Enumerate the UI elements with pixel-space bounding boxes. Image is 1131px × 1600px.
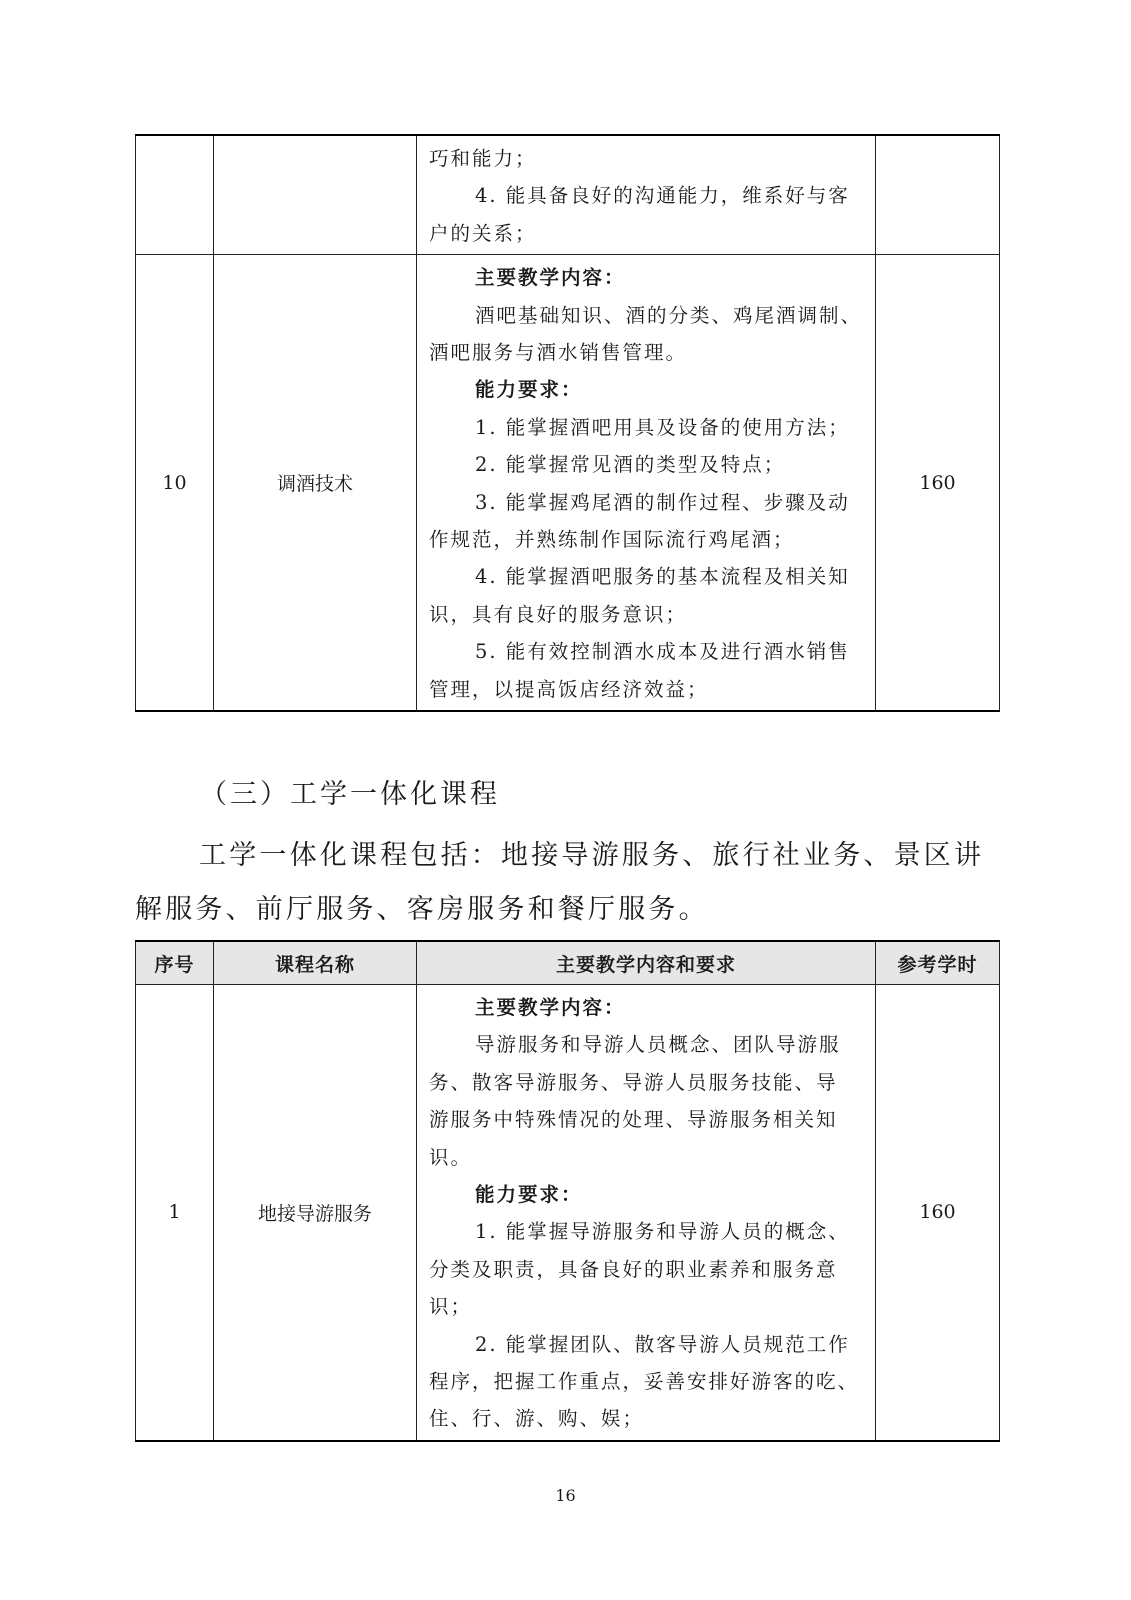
- hours-cell: 160: [876, 985, 1000, 1441]
- header-content: 主要教学内容和要求: [417, 941, 876, 985]
- course-name-cell: [214, 135, 417, 255]
- content-line: 导游服务和导游人员概念、团队导游服: [475, 1033, 841, 1057]
- ability-line: 2. 能掌握团队、散客导游人员规范工作: [475, 1332, 850, 1356]
- ability-line: 5. 能有效控制酒水成本及进行酒水销售: [475, 640, 850, 664]
- course-content-cell: [417, 255, 876, 711]
- content-heading: 主要教学内容：: [475, 996, 626, 1019]
- course-content-cell: [417, 985, 876, 1441]
- content-line: 酒吧服务与酒水销售管理。: [429, 341, 688, 365]
- header-number: 序号: [136, 941, 214, 985]
- ability-line: 住、行、游、购、娱；: [429, 1407, 645, 1431]
- content-line: 识。: [429, 1145, 473, 1169]
- ability-line: 识，具有良好的服务意识；: [429, 602, 688, 626]
- row-number-cell: 1: [136, 985, 214, 1441]
- ability-line: 4. 能掌握酒吧服务的基本流程及相关知: [475, 565, 850, 589]
- paragraph-line: 工学一体化课程包括：地接导游服务、旅行社业务、景区讲: [199, 840, 985, 871]
- hours-cell: [876, 135, 1000, 255]
- content-line: 户的关系；: [429, 221, 537, 245]
- header-hours: 参考学时: [876, 941, 1000, 985]
- course-name-cell: 地接导游服务: [214, 985, 417, 1441]
- ability-heading: 能力要求：: [475, 378, 583, 402]
- ability-line: 1. 能掌握酒吧用具及设备的使用方法；: [475, 415, 850, 439]
- content-line: 游服务中特殊情况的处理、导游服务相关知: [429, 1108, 838, 1132]
- header-course-name: 课程名称: [214, 941, 417, 985]
- content-heading: 主要教学内容：: [475, 266, 626, 290]
- table-row: [136, 135, 1000, 255]
- paragraph-line: 解服务、前厅服务、客房服务和餐厅服务。: [135, 894, 709, 925]
- course-name-cell: 调酒技术: [214, 255, 417, 711]
- row-number-cell: 10: [136, 255, 214, 711]
- ability-line: 2. 能掌握常见酒的类型及特点；: [475, 453, 786, 477]
- content-line: 务、散客导游服务、导游人员服务技能、导: [429, 1070, 838, 1094]
- ability-line: 1. 能掌握导游服务和导游人员的概念、: [475, 1220, 850, 1244]
- ability-line: 作规范，并熟练制作国际流行鸡尾酒；: [429, 528, 795, 552]
- integrated-course-table: [135, 940, 1000, 1442]
- ability-line: 分类及职责，具备良好的职业素养和服务意: [429, 1257, 838, 1281]
- section-heading: （三）工学一体化课程: [200, 779, 500, 810]
- content-line: 酒吧基础知识、酒的分类、鸡尾酒调制、: [475, 303, 863, 327]
- course-content-cell: [417, 135, 876, 255]
- ability-heading: 能力要求：: [475, 1183, 583, 1207]
- ability-line: 识；: [429, 1295, 473, 1319]
- ability-line: 管理，以提高饭店经济效益；: [429, 677, 709, 701]
- table-row: [136, 985, 1000, 1441]
- table-header-row: [136, 941, 1000, 985]
- ability-line: 3. 能掌握鸡尾酒的制作过程、步骤及动: [475, 490, 850, 514]
- page-number: 16: [555, 1486, 576, 1505]
- course-table-continued: [135, 134, 1000, 712]
- ability-line: 程序，把握工作重点，妥善安排好游客的吃、: [429, 1370, 860, 1394]
- table-row: [136, 255, 1000, 711]
- hours-cell: 160: [876, 255, 1000, 711]
- row-number-cell: [136, 135, 214, 255]
- content-line: 4. 能具备良好的沟通能力，维系好与客: [475, 184, 850, 208]
- content-line: 巧和能力；: [429, 147, 537, 170]
